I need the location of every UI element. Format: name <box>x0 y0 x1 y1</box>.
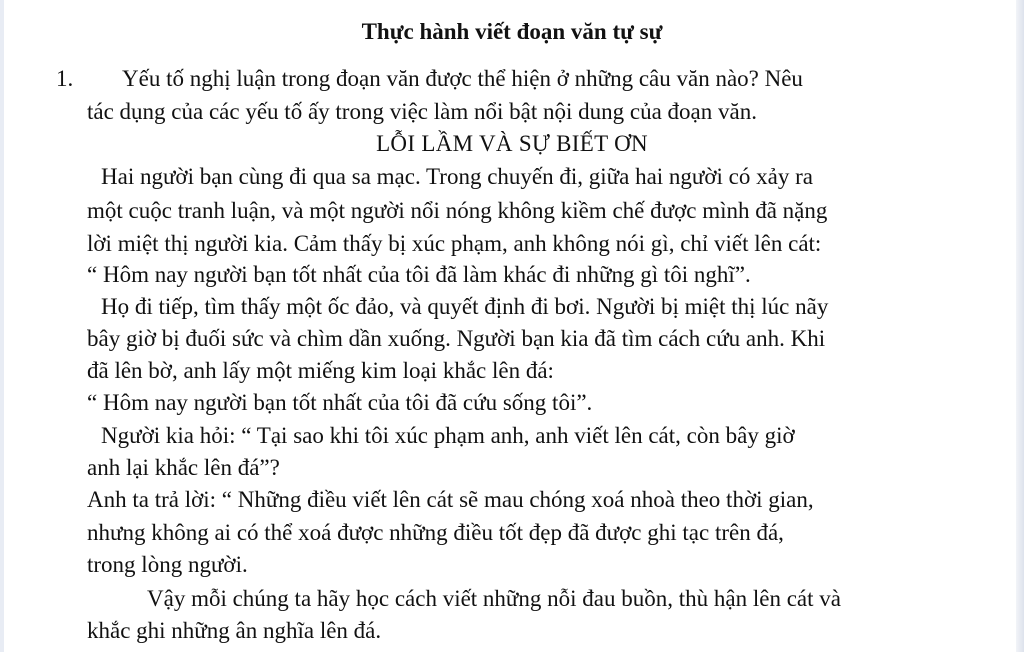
story-line: “ Hôm nay người bạn tốt nhất của tôi đã làm khác đi những gì tôi nghĩ”. <box>87 262 751 287</box>
story-line: nhưng không ai có thể xoá được những điều tốt đẹp đã được ghi tạc trên đá, <box>87 520 784 545</box>
story-line: Người kia hỏi: “ Tại sao khi tôi xúc phạm anh, anh viết lên cát, còn bây giờ <box>101 423 795 448</box>
story-line: anh lại khắc lên đá”? <box>87 455 280 480</box>
story-line: đã lên bờ, anh lấy một miếng kim loại khắc lên đá: <box>87 358 554 383</box>
story-line: Vậy mỗi chúng ta hãy học cách viết những nỗi đau buồn, thù hận lên cát và <box>147 586 841 611</box>
question-line-1: Yếu tố nghị luận trong đoạn văn được thể hiện ở những câu văn nào? Nêu <box>122 66 803 91</box>
story-line: khắc ghi những ân nghĩa lên đá. <box>87 618 382 643</box>
story-line: “ Hôm nay người bạn tốt nhất của tôi đã cứu sống tôi”. <box>87 390 593 415</box>
story-line: trong lòng người. <box>87 552 248 577</box>
story-line: Hai người bạn cùng đi qua sa mạc. Trong chuyến đi, giữa hai người có xảy ra <box>101 164 813 189</box>
story-line: bây giờ bị đuối sức và chìm dần xuống. Người bạn kia đã tìm cách cứu anh. Khi <box>87 326 826 351</box>
story-line: lời miệt thị người kia. Cảm thấy bị xúc phạm, anh không nói gì, chỉ viết lên cát: <box>87 231 822 256</box>
question-line-2: tác dụng của các yếu tố ấy trong việc làm nổi bật nội dung của đoạn văn. <box>87 99 757 124</box>
story-line: Anh ta trả lời: “ Những điều viết lên cát sẽ mau chóng xoá nhoà theo thời gian, <box>87 487 814 512</box>
document-title: Thực hành viết đoạn văn tự sự <box>361 19 663 44</box>
question-number: 1. <box>56 66 74 91</box>
story-line: một cuộc tranh luận, và một người nổi nóng không kiềm chế được mình đã nặng <box>87 198 828 223</box>
story-line: Họ đi tiếp, tìm thấy một ốc đảo, và quyết định đi bơi. Người bị miệt thị lúc nãy <box>101 294 829 319</box>
story-title: LỖI LẦM VÀ SỰ BIẾT ƠN <box>376 131 648 156</box>
